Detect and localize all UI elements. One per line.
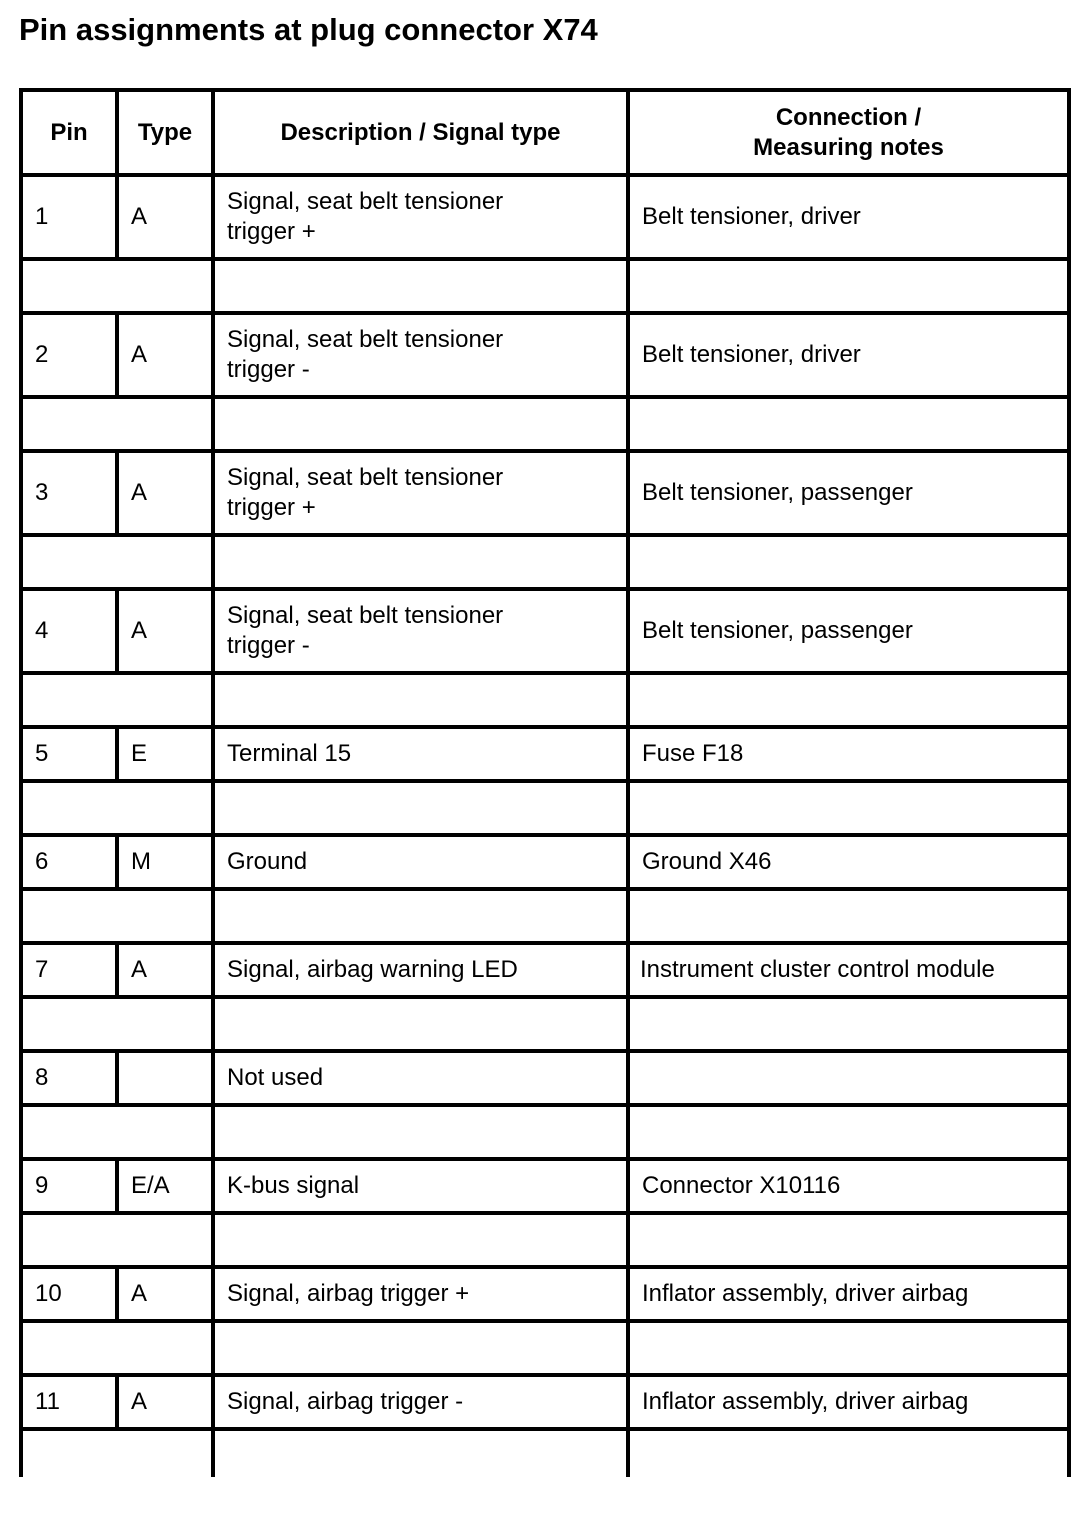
type-cell: A: [117, 589, 213, 673]
description-line: Signal, seat belt tensioner: [227, 188, 504, 215]
pin-cell: 4: [21, 589, 117, 673]
type-cell: A: [117, 313, 213, 397]
spacer-row: [21, 259, 1069, 313]
spacer-row: [21, 673, 1069, 727]
spacer-cell: [628, 397, 1069, 451]
header-pin: Pin: [21, 90, 117, 175]
description-cell: Terminal 15: [213, 727, 628, 781]
description-cell: Signal, airbag trigger +: [213, 1267, 628, 1321]
header-row: [21, 90, 1069, 175]
description-line: Signal, seat belt tensioner: [227, 464, 504, 491]
header-connection-line1: Connection /: [775, 103, 922, 131]
spacer-cell: [21, 889, 213, 943]
pin-cell: 3: [21, 451, 117, 535]
spacer-cell: [628, 997, 1069, 1051]
header-connection: [628, 90, 1069, 175]
spacer-cell: [21, 997, 213, 1051]
connection-cell: Fuse F18: [628, 727, 1069, 781]
table-row: [21, 313, 1069, 397]
spacer-cell: [628, 673, 1069, 727]
pin-cell: 1: [21, 175, 117, 259]
table-row: [21, 175, 1069, 259]
pin-cell: 7: [21, 943, 117, 997]
spacer-cell: [21, 259, 213, 313]
spacer-cell: [213, 889, 628, 943]
spacer-cell: [628, 781, 1069, 835]
type-cell: A: [117, 1375, 213, 1429]
connection-cell: Instrument cluster control module: [628, 943, 1069, 997]
description-line: trigger -: [227, 632, 310, 659]
description-cell: Signal, airbag warning LED: [213, 943, 628, 997]
description-cell: K-bus signal: [213, 1159, 628, 1213]
table-row: [21, 589, 1069, 673]
spacer-cell: [628, 535, 1069, 589]
spacer-cell: [213, 535, 628, 589]
page-title: Pin assignments at plug connector X74: [19, 12, 598, 47]
spacer-cell: [21, 1429, 213, 1477]
description-cell: [213, 589, 628, 673]
spacer-cell: [21, 1213, 213, 1267]
spacer-row: [21, 1105, 1069, 1159]
pin-cell: 10: [21, 1267, 117, 1321]
table-row: [21, 1375, 1069, 1429]
type-cell: A: [117, 943, 213, 997]
spacer-cell: [21, 673, 213, 727]
spacer-cell: [213, 997, 628, 1051]
spacer-cell: [628, 1321, 1069, 1375]
connection-cell: Belt tensioner, driver: [628, 175, 1069, 259]
type-cell: A: [117, 451, 213, 535]
description-cell: [213, 313, 628, 397]
description-cell: Ground: [213, 835, 628, 889]
description-line: Signal, seat belt tensioner: [227, 326, 504, 353]
pin-cell: 11: [21, 1375, 117, 1429]
spacer-row: [21, 1321, 1069, 1375]
pin-cell: 2: [21, 313, 117, 397]
spacer-cell: [213, 673, 628, 727]
spacer-row: [21, 781, 1069, 835]
pin-cell: 5: [21, 727, 117, 781]
spacer-cell: [213, 1429, 628, 1477]
table-row: [21, 727, 1069, 781]
spacer-cell: [213, 781, 628, 835]
description-cell: [213, 175, 628, 259]
table-row: [21, 1051, 1069, 1105]
spacer-row: [21, 397, 1069, 451]
description-line: trigger +: [227, 218, 316, 245]
type-cell: [117, 1051, 213, 1105]
spacer-cell: [21, 535, 213, 589]
table-row: [21, 1267, 1069, 1321]
spacer-cell: [628, 1105, 1069, 1159]
table-row: [21, 943, 1069, 997]
spacer-cell: [628, 1213, 1069, 1267]
spacer-row: [21, 997, 1069, 1051]
table-row: [21, 1159, 1069, 1213]
header-type: Type: [117, 90, 213, 175]
connection-cell: Belt tensioner, driver: [628, 313, 1069, 397]
spacer-row: [21, 1213, 1069, 1267]
description-line: Signal, seat belt tensioner: [227, 602, 504, 629]
type-cell: E: [117, 727, 213, 781]
description-cell: [213, 451, 628, 535]
spacer-cell: [21, 1321, 213, 1375]
header-description: Description / Signal type: [213, 90, 628, 175]
type-cell: E/A: [117, 1159, 213, 1213]
connection-cell: Inflator assembly, driver airbag: [628, 1267, 1069, 1321]
connection-cell: Belt tensioner, passenger: [628, 451, 1069, 535]
type-cell: M: [117, 835, 213, 889]
description-line: trigger +: [227, 494, 316, 521]
table-row: [21, 451, 1069, 535]
spacer-cell: [628, 1429, 1069, 1477]
spacer-cell: [213, 1321, 628, 1375]
connection-cell: Belt tensioner, passenger: [628, 589, 1069, 673]
connection-cell: Ground X46: [628, 835, 1069, 889]
type-cell: A: [117, 1267, 213, 1321]
header-connection-line2: Measuring notes: [753, 133, 944, 161]
pin-cell: 6: [21, 835, 117, 889]
connection-cell: Inflator assembly, driver airbag: [628, 1375, 1069, 1429]
spacer-cell: [628, 259, 1069, 313]
spacer-row: [21, 535, 1069, 589]
type-cell: A: [117, 175, 213, 259]
pin-cell: 9: [21, 1159, 117, 1213]
spacer-cell: [213, 397, 628, 451]
spacer-row: [21, 889, 1069, 943]
spacer-cell: [213, 1213, 628, 1267]
pin-assignment-table: [19, 88, 1071, 1477]
spacer-cell: [628, 889, 1069, 943]
table-row: [21, 835, 1069, 889]
description-cell: Signal, airbag trigger -: [213, 1375, 628, 1429]
spacer-row: [21, 1429, 1069, 1477]
connection-cell: [628, 1051, 1069, 1105]
connection-cell: Connector X10116: [628, 1159, 1069, 1213]
description-line: trigger -: [227, 356, 310, 383]
description-cell: Not used: [213, 1051, 628, 1105]
spacer-cell: [213, 1105, 628, 1159]
spacer-cell: [213, 259, 628, 313]
pin-cell: 8: [21, 1051, 117, 1105]
spacer-cell: [21, 397, 213, 451]
spacer-cell: [21, 781, 213, 835]
spacer-cell: [21, 1105, 213, 1159]
